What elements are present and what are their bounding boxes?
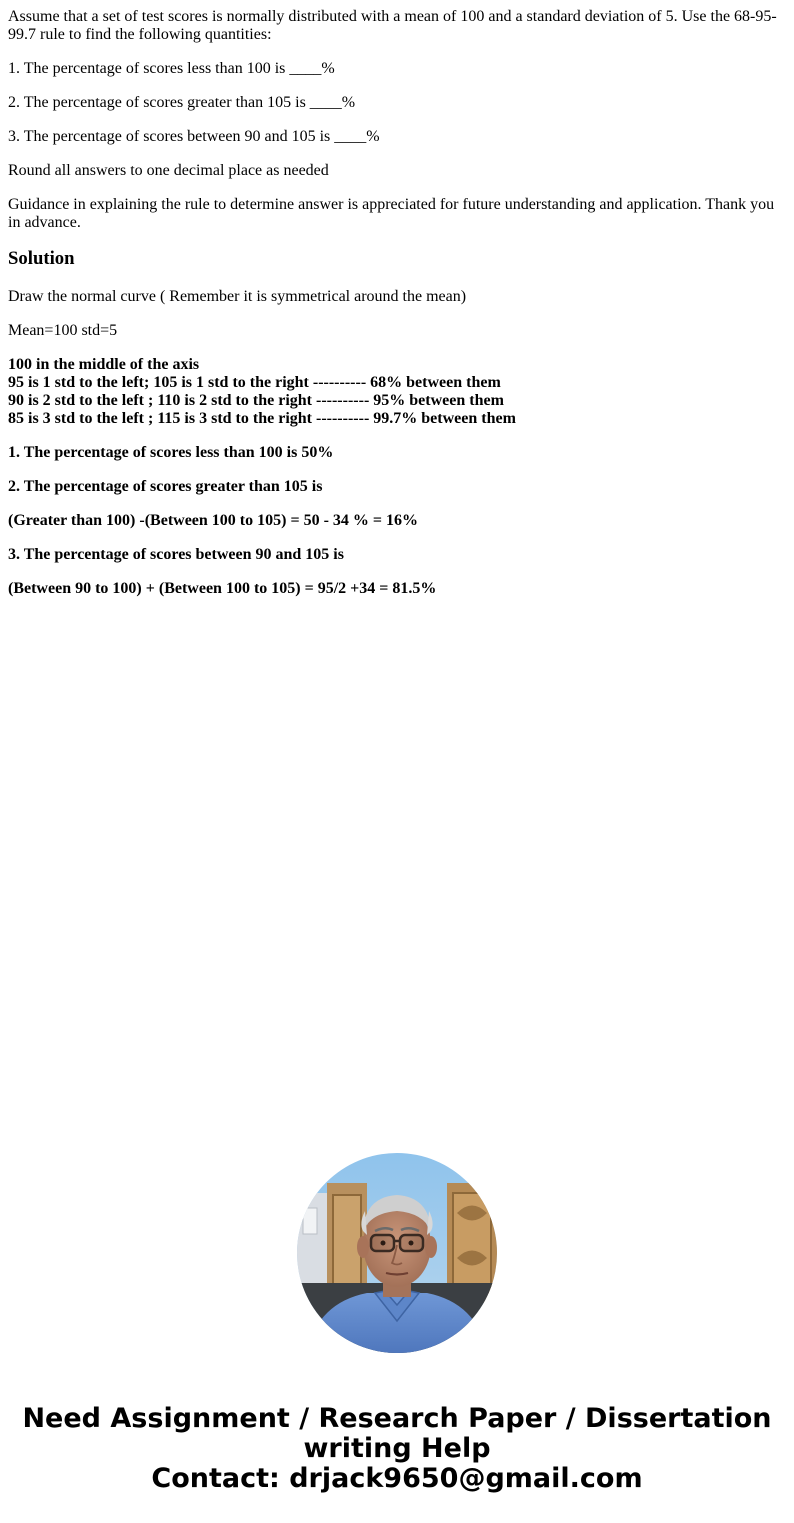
rounding-note: Round all answers to one decimal place as needed (8, 162, 329, 179)
question-intro: Assume that a set of test scores is normally distributed with a mean of 100 and a standard deviation of 5. Use the 68-95-99.7 rule to find the following quantities: (8, 8, 777, 43)
question-3: 3. The percentage of scores between 90 and 105 is ____% (8, 128, 380, 145)
solution-draw-note: Draw the normal curve ( Remember it is symmetrical around the mean) (8, 288, 467, 305)
promo-line: writing Help (303, 1433, 491, 1464)
avatar (297, 1153, 497, 1353)
answer-3-calculation: (Between 90 to 100) + (Between 100 to 105) = 95/2 +34 = 81.5% (8, 580, 437, 597)
guidance-request: Guidance in explaining the rule to determine answer is appreciated for future understanding and application. Thank you in advance. (8, 196, 775, 231)
answer-3: 3. The percentage of scores between 90 and 105 is (8, 546, 344, 563)
promo-banner (0, 1404, 794, 1494)
solution-heading: Solution (8, 248, 75, 269)
promo-line: Need Assignment / Research Paper / Dissertation (22, 1403, 772, 1434)
axis-line: 90 is 2 std to the left ; 110 is 2 std to the right ---------- 95% between them (8, 392, 504, 409)
promo-contact: Contact: drjack9650@gmail.com (151, 1463, 643, 1494)
answer-2: 2. The percentage of scores greater than 105 is (8, 478, 323, 495)
axis-line: 100 in the middle of the axis (8, 356, 200, 373)
question-2: 2. The percentage of scores greater than 105 is ____% (8, 94, 356, 111)
answer-2-calculation: (Greater than 100) -(Between 100 to 105) = 50 - 34 % = 16% (8, 512, 419, 529)
avatar-portrait-illustration (297, 1153, 497, 1353)
axis-line: 95 is 1 std to the left; 105 is 1 std to the right ---------- 68% between them (8, 374, 501, 391)
axis-explanation (8, 356, 786, 428)
axis-line: 85 is 3 std to the left ; 115 is 3 std to the right ---------- 99.7% between them (8, 410, 516, 427)
solution-mean-std: Mean=100 std=5 (8, 322, 118, 339)
document-content (8, 8, 786, 614)
answer-1: 1. The percentage of scores less than 100 is 50% (8, 444, 334, 461)
question-1: 1. The percentage of scores less than 100 is ____% (8, 60, 335, 77)
